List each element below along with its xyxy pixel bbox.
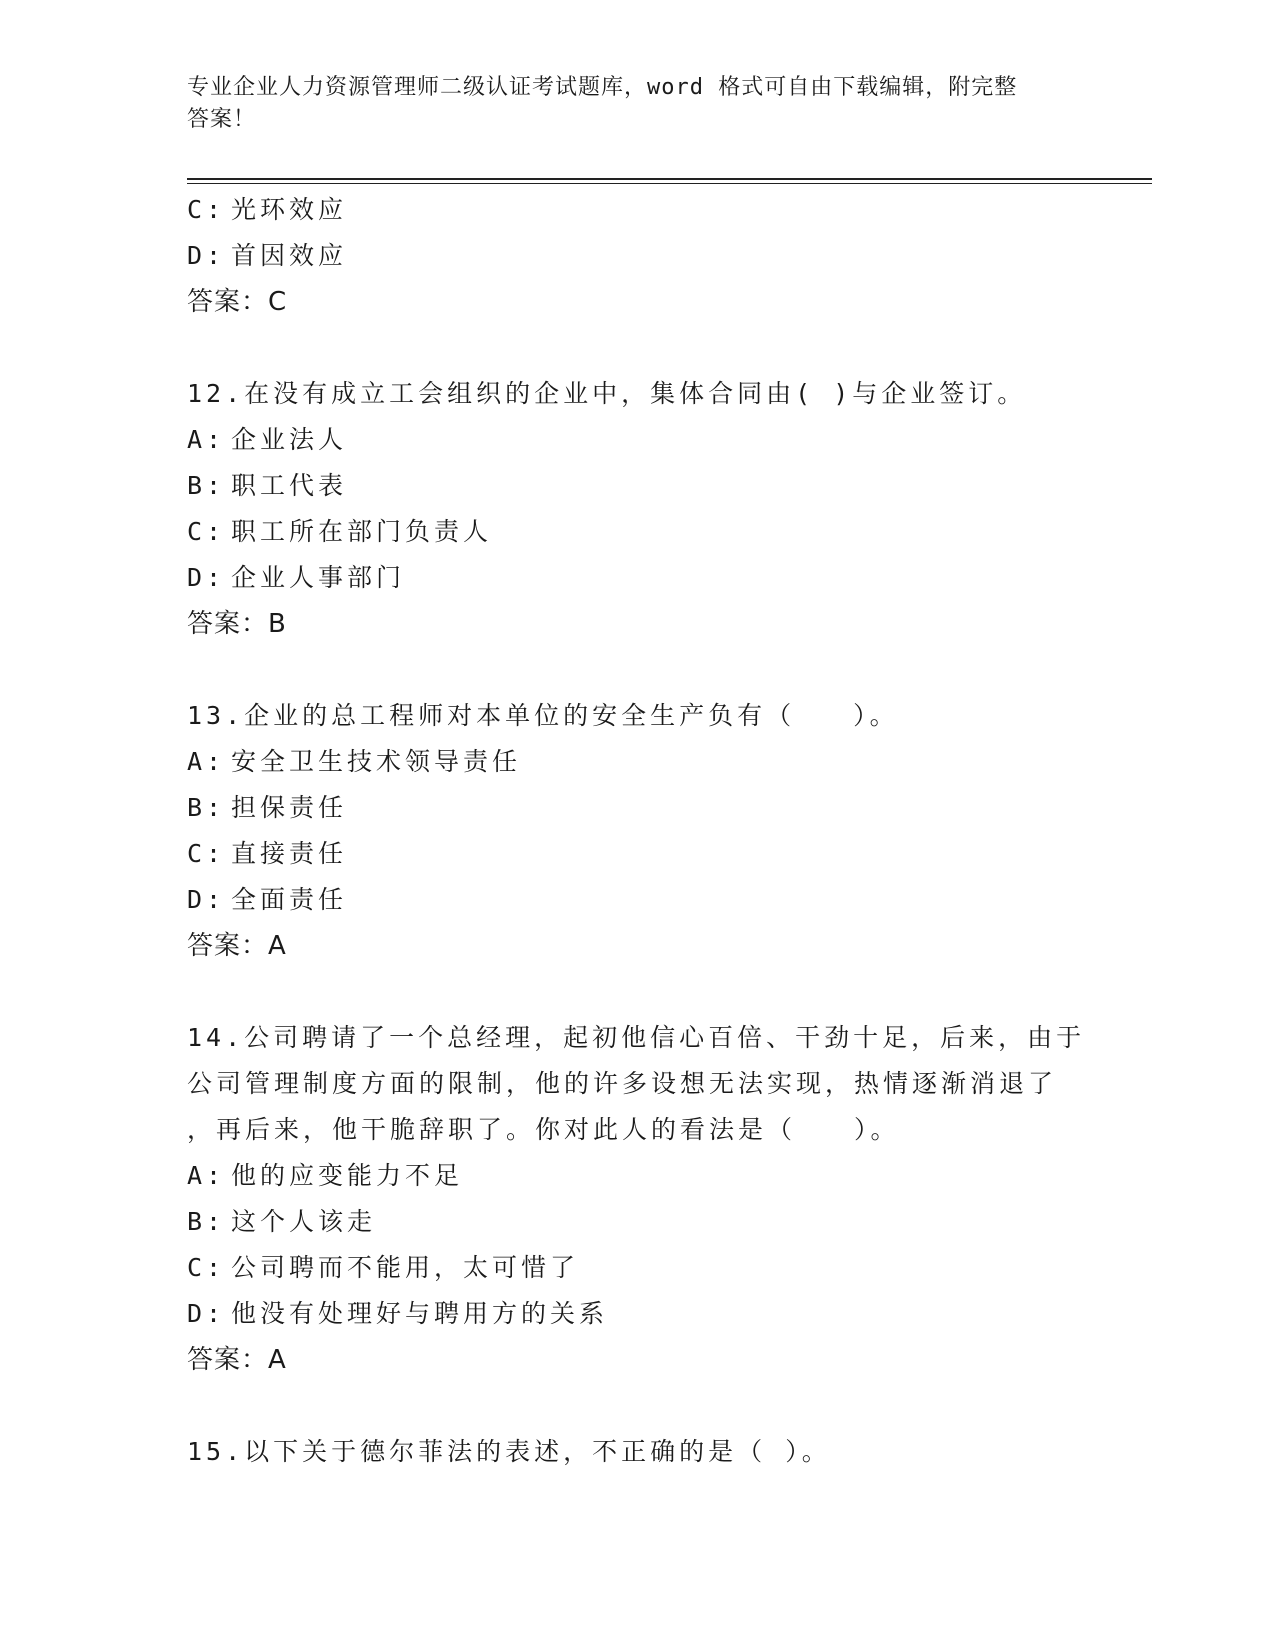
spacer <box>187 969 1152 1015</box>
option-label: D: <box>187 885 226 914</box>
option-c <box>187 1245 1152 1291</box>
option-label: D: <box>187 241 226 270</box>
option-text: 这个人该走 <box>231 1207 377 1236</box>
option-text: 首因效应 <box>231 241 348 270</box>
option-text: 安全卫生技术领导责任 <box>231 747 522 776</box>
spacer <box>187 1383 1152 1429</box>
header-line-1: 专业企业人力资源管理师二级认证考试题库，word 格式可自由下载编辑，附完整 <box>187 75 1018 100</box>
option-c <box>187 509 1152 555</box>
document-header <box>187 72 1067 136</box>
option-a <box>187 1153 1152 1199</box>
question-text: 13.企业的总工程师对本单位的安全生产负有（ ）。 <box>187 701 899 730</box>
option-b <box>187 785 1152 831</box>
header-line-2: 答案！ <box>187 107 257 132</box>
option-d <box>187 233 1152 279</box>
option-text: 企业法人 <box>231 425 348 454</box>
option-d <box>187 555 1152 601</box>
option-text: 他没有处理好与聘用方的关系 <box>231 1299 609 1328</box>
option-label: B: <box>187 471 226 500</box>
option-label: C: <box>187 195 226 224</box>
question-text: 15.以下关于德尔菲法的表述，不正确的是（ ）。 <box>187 1437 831 1466</box>
option-label: B: <box>187 793 226 822</box>
option-a <box>187 739 1152 785</box>
option-d <box>187 1291 1152 1337</box>
option-text: 企业人事部门 <box>231 563 406 592</box>
option-b <box>187 463 1152 509</box>
option-c <box>187 831 1152 877</box>
option-text: 全面责任 <box>231 885 348 914</box>
option-text: 他的应变能力不足 <box>231 1161 464 1190</box>
option-label: A: <box>187 425 226 454</box>
option-text: 职工所在部门负责人 <box>231 517 493 546</box>
option-label: D: <box>187 1299 226 1328</box>
spacer <box>187 325 1152 371</box>
option-text: 公司聘而不能用，太可惜了 <box>231 1253 580 1282</box>
question-text-line-2: 公司管理制度方面的限制，他的许多设想无法实现，热情逐渐消退了 <box>187 1069 1058 1098</box>
answer: 答案：A <box>187 1345 287 1375</box>
question-list <box>187 187 1152 1475</box>
option-text: 职工代表 <box>231 471 348 500</box>
header-rule-thick <box>187 178 1152 180</box>
question-15 <box>187 1429 1152 1475</box>
answer: 答案：B <box>187 609 287 639</box>
header-rule-thin <box>187 183 1152 184</box>
option-label: D: <box>187 563 226 592</box>
question-text-line-3: ，再后来，他干脆辞职了。你对此人的看法是（ ）。 <box>187 1115 900 1144</box>
option-label: C: <box>187 839 226 868</box>
answer: 答案：A <box>187 931 287 961</box>
option-d <box>187 877 1152 923</box>
option-b <box>187 1199 1152 1245</box>
answer: 答案：C <box>187 287 288 317</box>
question-text: 12.在没有成立工会组织的企业中，集体合同由( )与企业签订。 <box>187 379 1027 408</box>
option-a <box>187 417 1152 463</box>
question-12 <box>187 371 1152 647</box>
option-text: 直接责任 <box>231 839 348 868</box>
option-c <box>187 187 1152 233</box>
option-label: C: <box>187 1253 226 1282</box>
question-text-line-1: 14.公司聘请了一个总经理，起初他信心百倍、干劲十足，后来，由于 <box>187 1023 1086 1052</box>
question-11-tail <box>187 187 1152 325</box>
question-14 <box>187 1015 1152 1383</box>
option-text: 光环效应 <box>231 195 348 224</box>
question-13 <box>187 693 1152 969</box>
option-label: A: <box>187 747 226 776</box>
option-label: B: <box>187 1207 226 1236</box>
option-label: A: <box>187 1161 226 1190</box>
option-label: C: <box>187 517 226 546</box>
spacer <box>187 647 1152 693</box>
option-text: 担保责任 <box>231 793 348 822</box>
